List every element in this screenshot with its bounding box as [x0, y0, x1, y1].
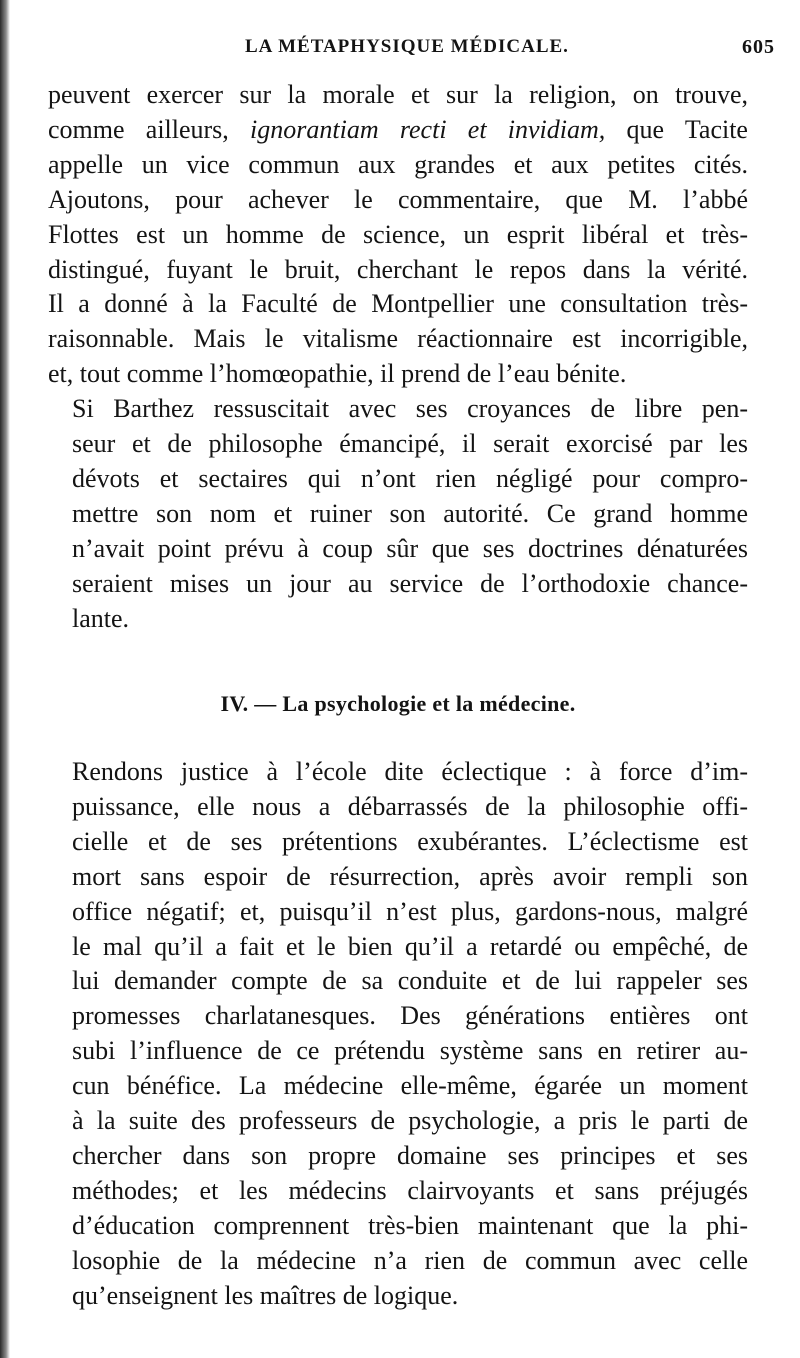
text-line: lui demander compte de sa conduite et de lui rappeler ses [72, 966, 748, 996]
text-line: d’éducation comprennent très-bien maintenant que la phi- [72, 1210, 748, 1240]
text-line: seraient mises un jour au service de l’orthodoxie chance- [72, 568, 748, 598]
running-head: LA MÉTAPHYSIQUE MÉDICALE. [245, 36, 569, 57]
text-line: Il a donné à la Faculté de Montpellier une consultation très- [48, 289, 748, 319]
text-line: mort sans espoir de résurrection, après avoir rempli son [72, 861, 748, 891]
text-line: mettre son nom et ruiner son autorité. Ce grand homme [72, 498, 748, 528]
page-edge-shadow [0, 0, 10, 1358]
section-continuation [48, 78, 748, 637]
paragraph-3 [48, 755, 748, 1314]
section-heading: IV. — La psychologie et la médecine. [220, 691, 576, 716]
text-line: chercher dans son propre domaine ses principes et ses [72, 1140, 748, 1170]
text-line: et, tout comme l’homœopathie, il prend de l’eau bénite. [48, 359, 627, 389]
text-line: qu’enseignent les maîtres de logique. [72, 1280, 459, 1310]
text-line: peuvent exercer sur la morale et sur la religion, on trouve, [48, 80, 748, 109]
text-line: appelle un vice commun aux grandes et aux petites cités. [48, 149, 748, 179]
text-line: cielle et de ses prétentions exubérantes. L’éclectisme est [72, 826, 748, 856]
text-line: cun bénéfice. La médecine elle-même, égarée un moment [72, 1071, 748, 1101]
page-number: 605 [742, 36, 775, 58]
text-line: lante. [72, 603, 130, 633]
section-iv-body [48, 755, 748, 1314]
text-line: losophie de la médecine n’a rien de commun avec celle [72, 1245, 748, 1275]
text-line: puissance, elle nous a débarrassés de la philosophie offi- [72, 791, 748, 821]
text-fragment: comme ailleurs, [48, 114, 251, 144]
page-header [95, 36, 775, 66]
text-line: promesses charlatanesques. Des générations entières ont [72, 1001, 748, 1031]
text-line: Si Barthez ressuscitait avec ses croyances de libre pen- [72, 394, 748, 424]
text-line: office négatif; et, puisqu’il n’est plus, gardons-nous, malgré [72, 896, 748, 926]
text-line: le mal qu’il a fait et le bien qu’il a retardé ou empêché, de [72, 931, 748, 961]
text-line: Ajoutons, pour achever le commentaire, que M. l’abbé [48, 184, 748, 214]
text-line: distingué, fuyant le bruit, cherchant le repos dans la vérité. [48, 254, 748, 284]
text-line: méthodes; et les médecins clairvoyants et sans préjugés [72, 1175, 748, 1205]
text-line: seur et de philosophe émancipé, il serait exorcisé par les [72, 429, 748, 459]
paragraph-2 [48, 392, 748, 636]
text-line [48, 113, 748, 148]
latin-quotation: ignorantiam recti et invidiam, [250, 114, 606, 144]
paragraph-1 [48, 78, 748, 392]
text-line: n’avait point prévu à coup sûr que ses doctrines dénaturées [72, 533, 748, 563]
text-line: dévots et sectaires qui n’ont rien négligé pour compro- [72, 463, 748, 493]
text-fragment: que Tacite [605, 114, 748, 144]
text-line: subi l’influence de ce prétendu système sans en retirer au- [72, 1036, 748, 1066]
text-line: Flottes est un homme de science, un esprit libéral et très- [48, 219, 748, 249]
text-line: Rendons justice à l’école dite éclectique : à force d’im- [72, 757, 748, 786]
text-line: à la suite des professeurs de psychologie, a pris le parti de [72, 1106, 748, 1136]
text-line: raisonnable. Mais le vitalisme réactionnaire est incorrigible, [48, 324, 748, 354]
